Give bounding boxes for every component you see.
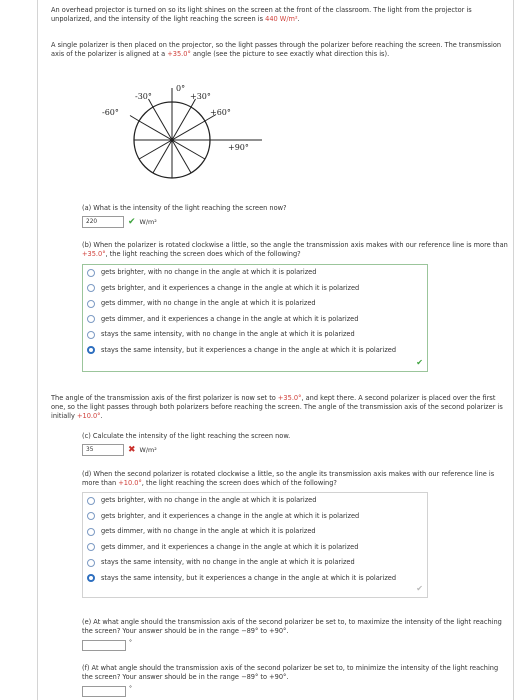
option-b-3[interactable]: gets dimmer, with no change in the angle at which it is polarized xyxy=(83,296,427,312)
option-b-5[interactable]: stays the same intensity, with no change in the angle at which it is polarized xyxy=(83,327,427,343)
answer-c-unit: W/m² xyxy=(139,445,157,454)
label-minus-60: -60° xyxy=(102,108,119,117)
option-d-1[interactable]: gets brighter, with no change in the angle at which it is polarized xyxy=(83,493,427,509)
intro-paragraph-1: An overhead projector is turned on so its light shines on the screen at the front of the classroom. The light from the projector is unpolarized, and the intensity of the light reaching the screen is 440 W/m². xyxy=(51,6,472,24)
initial-intensity-value: 440 W/m² xyxy=(265,15,298,24)
label-0: 0° xyxy=(176,84,186,93)
label-minus-30: -30° xyxy=(135,92,152,101)
minus-sixty-reference-line xyxy=(130,116,139,122)
label-plus-30: +30° xyxy=(190,92,211,101)
question-c-text: (c) Calculate the intensity of the light reaching the screen now. xyxy=(82,432,291,440)
answer-e-unit: ° xyxy=(129,639,132,646)
question-d-text: (d) When the second polarizer is rotated clockwise a little, so the angle its transmission axis makes with our reference line is more than +10.0°, the light reaching the screen does which of the following? xyxy=(82,470,495,488)
radio-button[interactable] xyxy=(87,300,95,308)
question-d-options xyxy=(82,492,428,598)
x-mark-icon: ✖ xyxy=(128,444,136,455)
question-a-text: (a) What is the intensity of the light reaching the screen now? xyxy=(82,204,287,212)
label-plus-90: +90° xyxy=(228,143,249,152)
polarizer-angle-value: +35.0° xyxy=(167,50,191,59)
option-b-2[interactable]: gets brighter, and it experiences a change in the angle at which it is polarized xyxy=(83,281,427,297)
option-b-4[interactable]: gets dimmer, and it experiences a change in the angle at which it is polarized xyxy=(83,312,427,328)
answer-e-input[interactable] xyxy=(82,640,126,651)
radio-button-selected[interactable] xyxy=(87,346,95,354)
radio-button-selected[interactable] xyxy=(87,574,95,582)
checkmark-icon: ✔ xyxy=(416,357,423,367)
answer-a-unit: W/m² xyxy=(139,217,157,226)
radio-button[interactable] xyxy=(87,497,95,505)
question-b-options xyxy=(82,264,428,372)
part-2-paragraph: The angle of the transmission axis of the first polarizer is now set to +35.0°, and kept there. A second polarizer is placed over the first one, so the light passes through both polarizers before reaching the screen. The angle of the transmission axis of the second polarizer is initially +10.0°. xyxy=(51,394,503,421)
checkmark-icon: ✔ xyxy=(128,216,136,227)
answer-f-input[interactable] xyxy=(82,686,126,697)
question-e-text: (e) At what angle should the transmission axis of the second polarizer be set to, to maximize the intensity of the light reaching the screen? Your answer should be in the range −89° to +90°. xyxy=(82,618,502,636)
radio-button[interactable] xyxy=(87,315,95,323)
question-c-answer-row xyxy=(82,444,157,456)
radio-button[interactable] xyxy=(87,528,95,536)
problem-page xyxy=(37,0,514,700)
radio-button[interactable] xyxy=(87,512,95,520)
radio-button[interactable] xyxy=(87,559,95,567)
radio-button[interactable] xyxy=(87,269,95,277)
option-d-2[interactable]: gets brighter, and it experiences a change in the angle at which it is polarized xyxy=(83,509,427,525)
checkmark-icon: ✔ xyxy=(416,583,423,593)
option-d-5[interactable]: stays the same intensity, with no change in the angle at which it is polarized xyxy=(83,555,427,571)
radio-button[interactable] xyxy=(87,331,95,339)
radio-button[interactable] xyxy=(87,284,95,292)
answer-c-input[interactable]: 35 xyxy=(82,444,124,456)
option-d-4[interactable]: gets dimmer, and it experiences a change in the angle at which it is polarized xyxy=(83,540,427,556)
question-f-text: (f) At what angle should the transmission axis of the second polarizer be set to, to minimize the intensity of the light reaching the screen? Your answer should be in the range −89° to +90°. xyxy=(82,664,499,682)
label-plus-60: +60° xyxy=(210,108,231,117)
answer-f-unit: ° xyxy=(129,685,132,692)
question-a-answer-row xyxy=(82,216,157,228)
option-d-6-selected[interactable]: stays the same intensity, but it experiences a change in the angle at which it is polarized xyxy=(83,571,427,587)
answer-a-input[interactable]: 220 xyxy=(82,216,124,228)
option-b-6-selected[interactable]: stays the same intensity, but it experiences a change in the angle at which it is polarized xyxy=(83,343,427,359)
question-b-text: (b) When the polarizer is rotated clockwise a little, so the angle the transmission axis makes with our reference line is more than +35.0°, the light reaching the screen does which of the following? xyxy=(82,241,508,259)
option-d-3[interactable]: gets dimmer, with no change in the angle at which it is polarized xyxy=(83,524,427,540)
intro-paragraph-2: A single polarizer is then placed on the projector, so the light passes through the polarizer before reaching the screen. The transmission axis of the polarizer is aligned at a +35.0° angle (see the picture to see exactly what direction this is). xyxy=(51,41,502,59)
option-b-1[interactable]: gets brighter, with no change in the angle at which it is polarized xyxy=(83,265,427,281)
radio-button[interactable] xyxy=(87,543,95,551)
angle-wheel-diagram xyxy=(94,82,294,192)
